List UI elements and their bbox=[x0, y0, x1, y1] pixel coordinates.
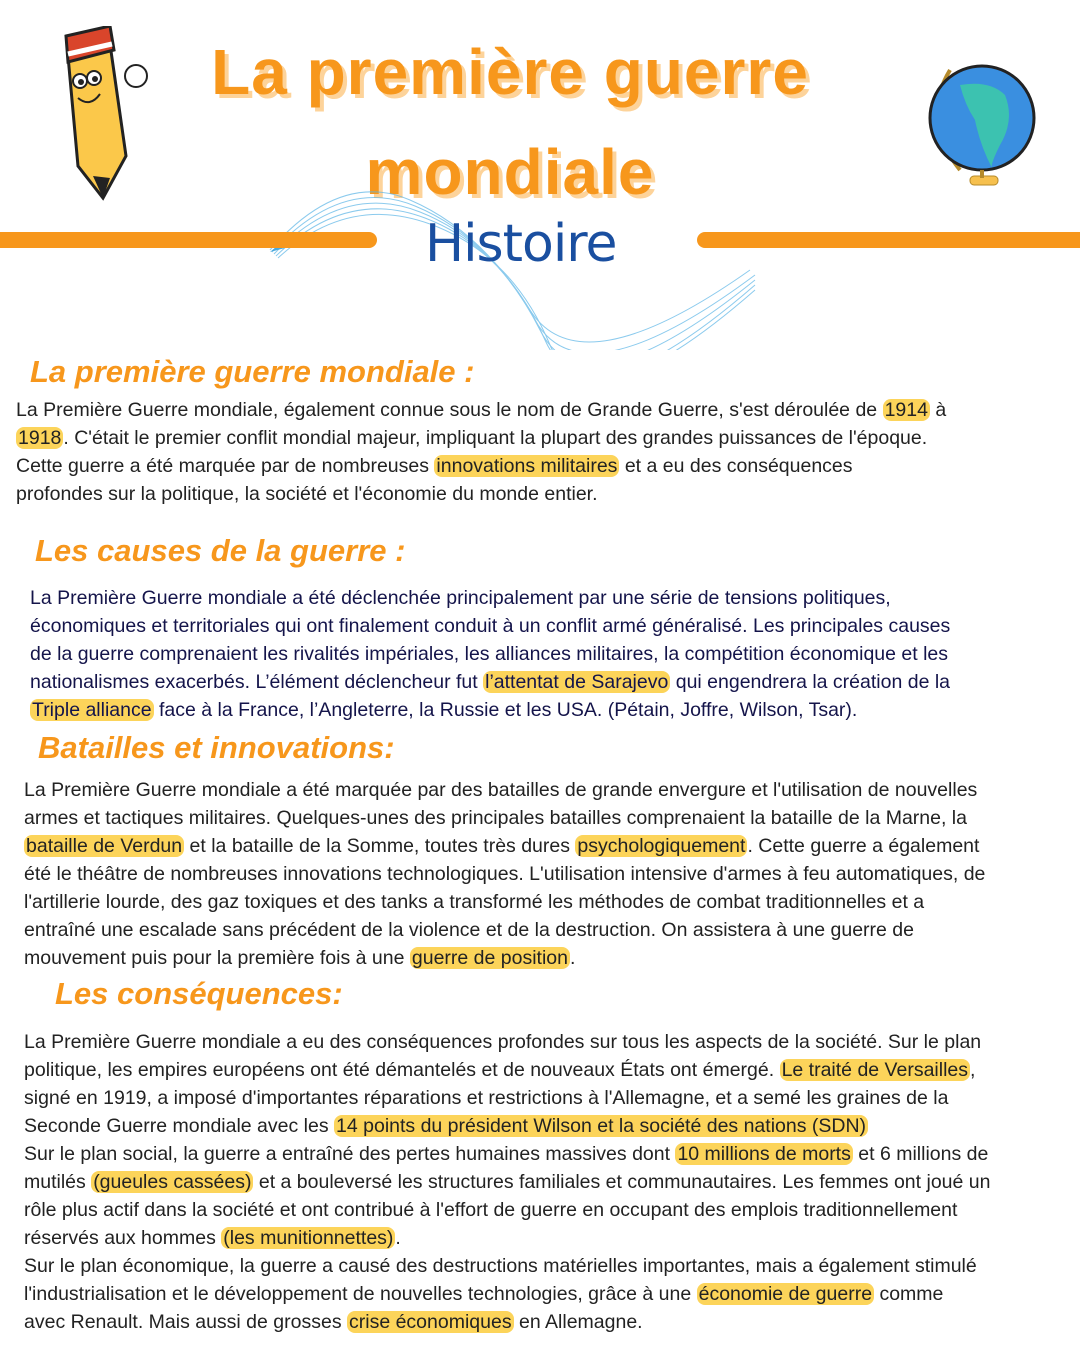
text-segment: , bbox=[970, 1059, 976, 1081]
pencil-mascot-icon bbox=[48, 26, 153, 201]
text-segment: réservés aux hommes bbox=[24, 1227, 222, 1249]
text-line bbox=[24, 944, 985, 972]
text-line bbox=[30, 640, 950, 668]
text-line bbox=[24, 1280, 990, 1308]
text-line bbox=[16, 452, 946, 480]
text-segment: . bbox=[569, 947, 576, 969]
highlighted-term: 1918 bbox=[18, 427, 62, 449]
text-segment: économiques et territoriales qui ont finalement conduit à un conflit armé généralisé. Les principales causes bbox=[30, 615, 951, 637]
text-segment: qui engendrera la création de la bbox=[670, 671, 951, 693]
text-line bbox=[30, 696, 950, 724]
text-line bbox=[24, 1140, 990, 1168]
section-body-intro bbox=[16, 396, 946, 508]
text-segment: Sur le plan économique, la guerre a causé des destructions matérielles importantes, mais a également stimulé bbox=[24, 1255, 977, 1277]
text-line bbox=[24, 832, 985, 860]
text-line bbox=[24, 860, 985, 888]
text-segment: . bbox=[395, 1227, 401, 1249]
subject-subtitle: Histoire bbox=[425, 214, 617, 274]
text-segment: à bbox=[929, 399, 947, 421]
text-segment: politique, les empires européens ont été démantelés et de nouveaux États ont émergé. bbox=[24, 1059, 780, 1081]
highlighted-term: 14 points du président Wilson et la société des nations (SDN) bbox=[336, 1115, 867, 1137]
highlighted-term: (les munitionnettes) bbox=[223, 1227, 394, 1249]
text-segment: mutilés bbox=[24, 1171, 92, 1193]
highlighted-term: innovations militaires bbox=[436, 455, 618, 477]
divider-right bbox=[697, 232, 1080, 248]
text-segment: et a eu des conséquences bbox=[619, 455, 853, 477]
page-title-line2: mondiale bbox=[365, 136, 655, 208]
section-body-battles bbox=[24, 776, 985, 972]
text-line bbox=[30, 612, 950, 640]
globe-icon bbox=[920, 50, 1050, 190]
section-heading-causes: Les causes de la guerre : bbox=[35, 533, 406, 568]
section-heading-consequences: Les conséquences: bbox=[55, 976, 343, 1011]
text-segment: Cette guerre a été marquée par de nombreuses bbox=[16, 455, 435, 477]
highlighted-term: bataille de Verdun bbox=[26, 835, 183, 857]
highlighted-term: guerre de position bbox=[411, 947, 568, 969]
text-line bbox=[24, 804, 985, 832]
text-line bbox=[30, 584, 950, 612]
text-line bbox=[24, 1224, 990, 1252]
text-line bbox=[24, 1084, 990, 1112]
text-line bbox=[24, 1056, 990, 1084]
text-line bbox=[16, 396, 946, 424]
section-body-causes bbox=[30, 584, 950, 724]
highlighted-term: économie de guerre bbox=[698, 1283, 873, 1305]
highlighted-term: 10 millions de morts bbox=[677, 1143, 851, 1165]
text-line bbox=[24, 888, 985, 916]
text-segment: et a bouleversé les structures familiales et communautaires. Les femmes ont joué un bbox=[253, 1171, 991, 1193]
text-segment: armes et tactiques militaires. Quelques-unes des principales batailles comprenaient la bataille de la Marne, la bbox=[24, 807, 967, 829]
text-segment: face à la France, l’Angleterre, la Russie et les USA. (Pétain, Joffre, Wilson, Tsar). bbox=[153, 699, 858, 721]
section-heading-intro: La première guerre mondiale : bbox=[30, 354, 475, 389]
text-segment: La Première Guerre mondiale a été déclenchée principalement par une série de tensions politiques, bbox=[30, 587, 891, 609]
text-line bbox=[24, 1028, 990, 1056]
text-segment: . Cette guerre a également bbox=[747, 835, 980, 857]
text-segment: rôle plus actif dans la société et ont contribué à l'effort de guerre en occupant des emplois traditionnellement bbox=[24, 1199, 958, 1221]
text-line bbox=[24, 916, 985, 944]
section-heading-battles: Batailles et innovations: bbox=[38, 730, 395, 765]
text-segment: La Première Guerre mondiale a eu des conséquences profondes sur tous les aspects de la société. Sur le plan bbox=[24, 1031, 982, 1053]
text-segment: l'industrialisation et le développement de nouvelles technologies, grâce à une bbox=[24, 1283, 697, 1305]
text-segment: et 6 millions de bbox=[852, 1143, 989, 1165]
highlighted-term: (gueules cassées) bbox=[93, 1171, 252, 1193]
text-segment: de la guerre comprenaient les rivalités impériales, les alliances militaires, la compétition économique et les bbox=[30, 643, 949, 665]
text-segment: Seconde Guerre mondiale avec les bbox=[24, 1115, 335, 1137]
text-segment: La Première Guerre mondiale, également connue sous le nom de Grande Guerre, s'est déroulée de bbox=[16, 399, 883, 421]
text-segment: La Première Guerre mondiale a été marquée par des batailles de grande envergure et l'utilisation de nouvelles bbox=[24, 779, 978, 801]
highlighted-term: crise économiques bbox=[349, 1311, 512, 1333]
divider-left bbox=[0, 232, 377, 248]
text-line bbox=[24, 1112, 990, 1140]
text-segment: . C'était le premier conflit mondial majeur, impliquant la plupart des grandes puissances de l'époque. bbox=[63, 427, 928, 449]
text-line bbox=[24, 1308, 990, 1336]
text-segment: entraîné une escalade sans précédent de la violence et de la destruction. On assistera à une guerre de bbox=[24, 919, 914, 941]
section-body-consequences bbox=[24, 1028, 990, 1336]
highlighted-term: l’attentat de Sarajevo bbox=[485, 671, 669, 693]
text-segment: Sur le plan social, la guerre a entraîné des pertes humaines massives dont bbox=[24, 1143, 676, 1165]
text-segment: nationalismes exacerbés. L’élément déclencheur fut bbox=[30, 671, 484, 693]
highlighted-term: psychologiquement bbox=[577, 835, 746, 857]
text-line bbox=[16, 480, 946, 508]
highlighted-term: 1914 bbox=[884, 399, 928, 421]
highlighted-term: Triple alliance bbox=[32, 699, 152, 721]
text-line bbox=[24, 1196, 990, 1224]
text-line bbox=[30, 668, 950, 696]
text-line bbox=[16, 424, 946, 452]
text-line bbox=[24, 776, 985, 804]
text-segment: mouvement puis pour la première fois à une bbox=[24, 947, 410, 969]
text-segment: et la bataille de la Somme, toutes très dures bbox=[184, 835, 576, 857]
text-segment: avec Renault. Mais aussi de grosses bbox=[24, 1311, 347, 1333]
text-segment: en Allemagne. bbox=[513, 1311, 643, 1333]
text-segment: signé en 1919, a imposé d'importantes réparations et restrictions à l'Allemagne, et a semé les graines de la bbox=[24, 1087, 949, 1109]
page-title-line1: La première guerre bbox=[211, 36, 809, 108]
text-segment: l'artillerie lourde, des gaz toxiques et des tanks a transformé les méthodes de combat traditionnelles et a bbox=[24, 891, 925, 913]
highlighted-term: Le traité de Versailles bbox=[781, 1059, 969, 1081]
text-line bbox=[24, 1252, 990, 1280]
text-segment: été le théâtre de nombreuses innovations technologiques. L'utilisation intensive d'armes à feu automatiques, de bbox=[24, 863, 986, 885]
text-segment: profondes sur la politique, la société et l'économie du monde entier. bbox=[16, 483, 598, 505]
text-segment: comme bbox=[874, 1283, 944, 1305]
text-line bbox=[24, 1168, 990, 1196]
